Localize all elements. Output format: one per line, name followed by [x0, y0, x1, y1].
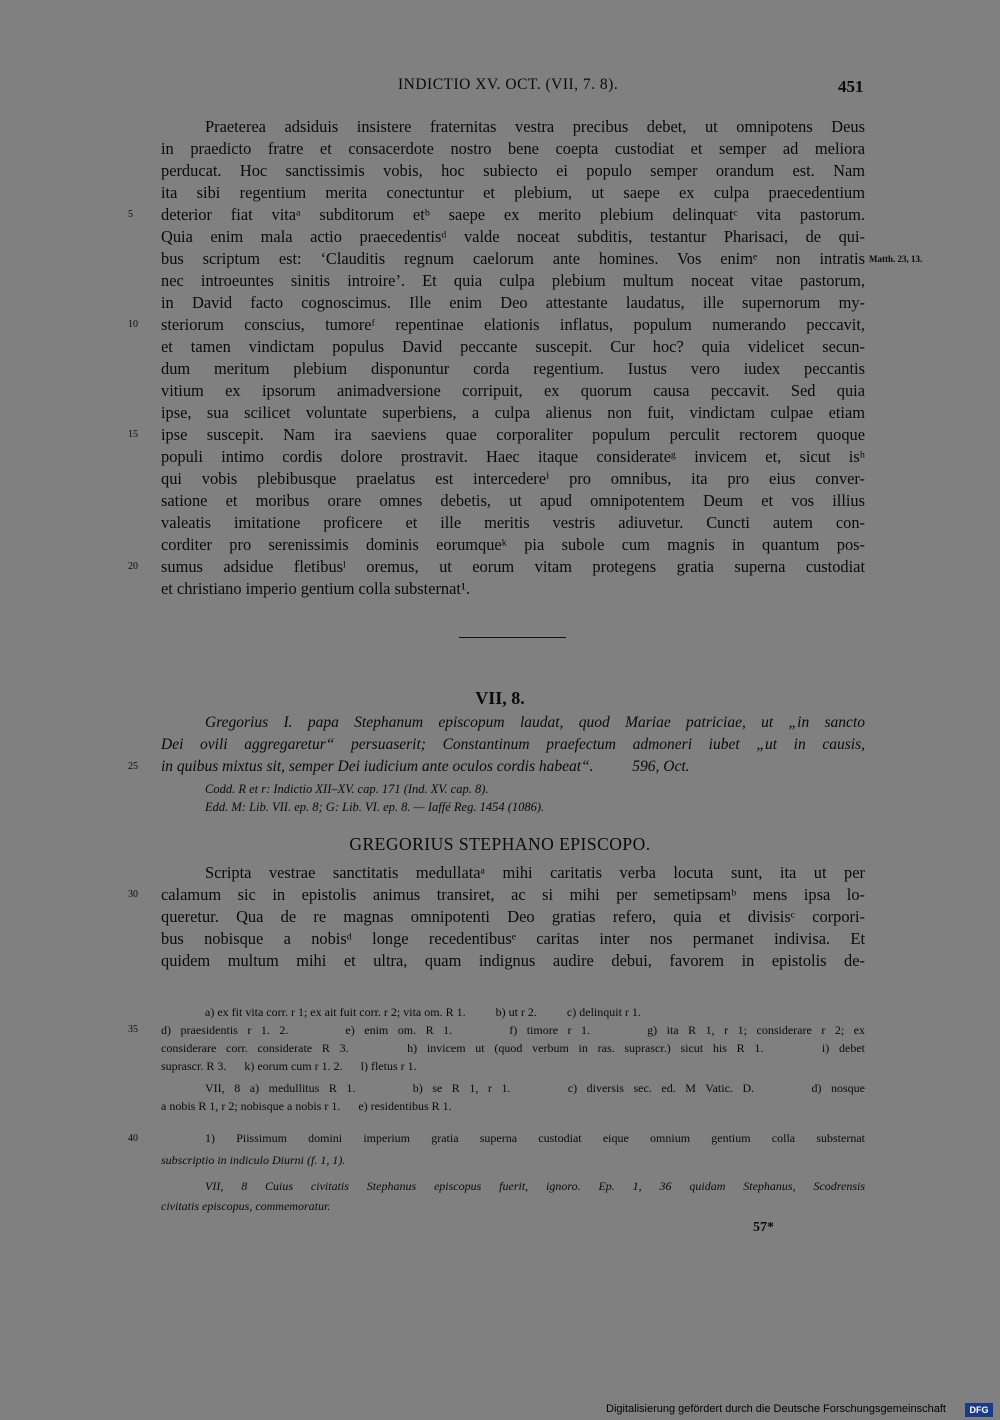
text-line: Praeterea adsiduis insistere fraternitas vestra precibus debet, ut omnipotens Deus [205, 117, 865, 136]
text-line: dum meritum plebium disponuntur corda regentium. Iustus vero iudex peccantis [161, 359, 865, 378]
text-line: Quia enim mala actio praecedentisᵈ valde noceat subditis, testantur Pharisaci, de qui- [161, 227, 865, 246]
regest-line: in quibus mixtus sit, semper Dei iudicium ante oculos cordis habeat“. 596, Oct. [161, 758, 690, 775]
dfg-logo: DFG [965, 1403, 993, 1417]
text-line: calamum sic in epistolis animus transiret, ac si mihi per semetipsamᵇ mens ipsa lo- [161, 885, 865, 904]
text-line: qui vobis plebibusque praelatus est intercedereⁱ pro omnibus, ita pro eius conver- [161, 469, 865, 488]
editions-note: Edd. M: Lib. VII. ep. 8; G: Lib. VI. ep. 8. — Iaffé Reg. 1454 (1086). [205, 800, 545, 814]
section-title: VII, 8. [475, 688, 525, 708]
text-line: Scripta vestrae sanctitatis medullataᵃ mihi caritatis verba locuta sunt, ita ut per [205, 863, 865, 882]
footnote-line: a nobis R 1, r 2; nobisque a nobis r 1. e) residentibus R 1. [161, 1099, 452, 1113]
signature-mark: 57* [753, 1220, 774, 1235]
footnote-line: civitatis episcopus, commemoratur. [161, 1199, 331, 1213]
section-separator [459, 637, 566, 638]
footnote-line: 1) Piissimum domini imperium gratia superna custodiat eique omnium gentium colla substernat [205, 1131, 865, 1145]
footnote-line: a) ex fit vita corr. r 1; ex ait fuit corr. r 2; vita om. R 1. b) ut r 2. c) delinquit r 1. [205, 1005, 641, 1019]
text-line: in David facto cognoscimus. Ille enim Deo attestante laudatus, ille supernorum my- [161, 293, 865, 312]
line-number: 30 [128, 889, 138, 900]
text-line: bus nobisque a nobisᵈ longe recedentibusᵉ caritas inter nos permanet indivisa. Et [161, 929, 865, 948]
text-line: perducat. Hoc sanctissimis vobis, hoc subiecto ei populo semper orandum est. Nam [161, 161, 865, 180]
footnote-line: d) praesidentis r 1. 2. e) enim om. R 1. f) timore r 1. g) ita R 1, r 1; considerare r 2; ex [161, 1023, 865, 1037]
codices-note: Codd. R et r: Indictio XII–XV. cap. 171 (Ind. XV. cap. 8). [205, 782, 489, 796]
footnote-line: subscriptio in indiculo Diurni (f. 1, 1). [161, 1153, 346, 1167]
footnote-line: VII, 8 Cuius civitatis Stephanus episcopus fuerit, ignoro. Ep. 1, 36 quidam Stephanus, Scodrensis [205, 1179, 865, 1193]
text-line: steriorum conscius, tumoreᶠ repentinae elationis inflatus, populum numerando peccavit, [161, 315, 865, 334]
text-line: vitium ex ipsorum animadversione corripuit, ex quorum causa peccavit. Sed quia [161, 381, 865, 400]
page-number: 451 [838, 77, 864, 96]
text-line: bus scriptum est: ‘Clauditis regnum caelorum ante homines. Vos enimᵉ non intratis [161, 249, 865, 268]
line-number: 15 [128, 429, 138, 440]
regest-line: Gregorius I. papa Stephanum episcopum laudat, quod Mariae patriciae, ut „in sancto [205, 714, 865, 731]
text-line: deterior fiat vitaᵃ subditorum etᵇ saepe ex merito plebium delinquatᶜ vita pastorum. [161, 205, 865, 224]
margin-reference: Matth. 23, 13. [869, 254, 923, 264]
line-number: 20 [128, 561, 138, 572]
footnote-line: suprascr. R 3. k) eorum cum r 1. 2. l) fletus r 1. [161, 1059, 417, 1073]
line-number: 5 [128, 209, 133, 220]
dfg-credit: Digitalisierung gefördert durch die Deutsche Forschungsgemeinschaft [606, 1403, 946, 1415]
footnote-line: VII, 8 a) medullitus R 1. b) se R 1, r 1. c) diversis sec. ed. M Vatic. D. d) nosque [205, 1081, 865, 1095]
line-number: 10 [128, 319, 138, 330]
running-title: INDICTIO XV. OCT. (VII, 7. 8). [398, 76, 619, 93]
text-line: ipse, sua scilicet voluntate superbiens, a culpa alienus non fuit, vindictam culpae etiam [161, 403, 865, 422]
text-line: populi intimo cordis dolore prostravit. Haec itaque considerateᵍ invicem et, sicut isʰ [161, 447, 865, 466]
line-number: 40 [128, 1133, 138, 1144]
text-line: quidem multum mihi et ultra, quam indignus audire debui, favorem in epistolis de- [161, 951, 865, 970]
text-line: satione et moribus orare omnes debetis, ut apud omnipotentem Deum et vos illius [161, 491, 865, 510]
regest-line: Dei ovili aggregaretur“ persuaserit; Constantinum praefectum admoneri iubet „ut in causis, [161, 736, 865, 753]
line-number: 25 [128, 761, 138, 772]
text-line: queretur. Qua de re magnas omnipotenti Deo gratias refero, quia et divisisᶜ corpori- [161, 907, 865, 926]
text-line: nec introeuntes sinitis introire’. Et quia culpa plebium multum noceat vitae pastorum, [161, 271, 865, 290]
letter-heading: GREGORIUS STEPHANO EPISCOPO. [349, 834, 651, 854]
text-line: et christiano imperio gentium colla substernat¹. [161, 579, 470, 598]
text-line: valeatis imitatione proficere et ille meritis vestris adiuvetur. Cuncti autem con- [161, 513, 865, 532]
text-line: et tamen vindictam populus David peccante suscepit. Cur hoc? quia videlicet secun- [161, 337, 865, 356]
text-line: ipse suscepit. Nam ira saeviens quae corporaliter populum perculit rectorem quoque [161, 425, 865, 444]
text-line: corditer pro serenissimis dominis eorumqueᵏ pia subole cum magnis in quantum pos- [161, 535, 865, 554]
text-line: ita sibi regentium merita conectuntur et plebium, ut saepe ex culpa praecedentium [161, 183, 865, 202]
text-line: in praedicto fratre et consacerdote nostro bene coepta custodiat et semper ad meliora [161, 139, 865, 158]
footnote-line: considerare corr. considerate R 3. h) invicem ut (quod verbum in ras. suprascr.) sicut his R 1. i) debet [161, 1041, 865, 1055]
line-number: 35 [128, 1024, 138, 1035]
text-line: sumus adsidue fletibusˡ oremus, ut eorum vitam protegens gratia superna custodiat [161, 557, 865, 576]
